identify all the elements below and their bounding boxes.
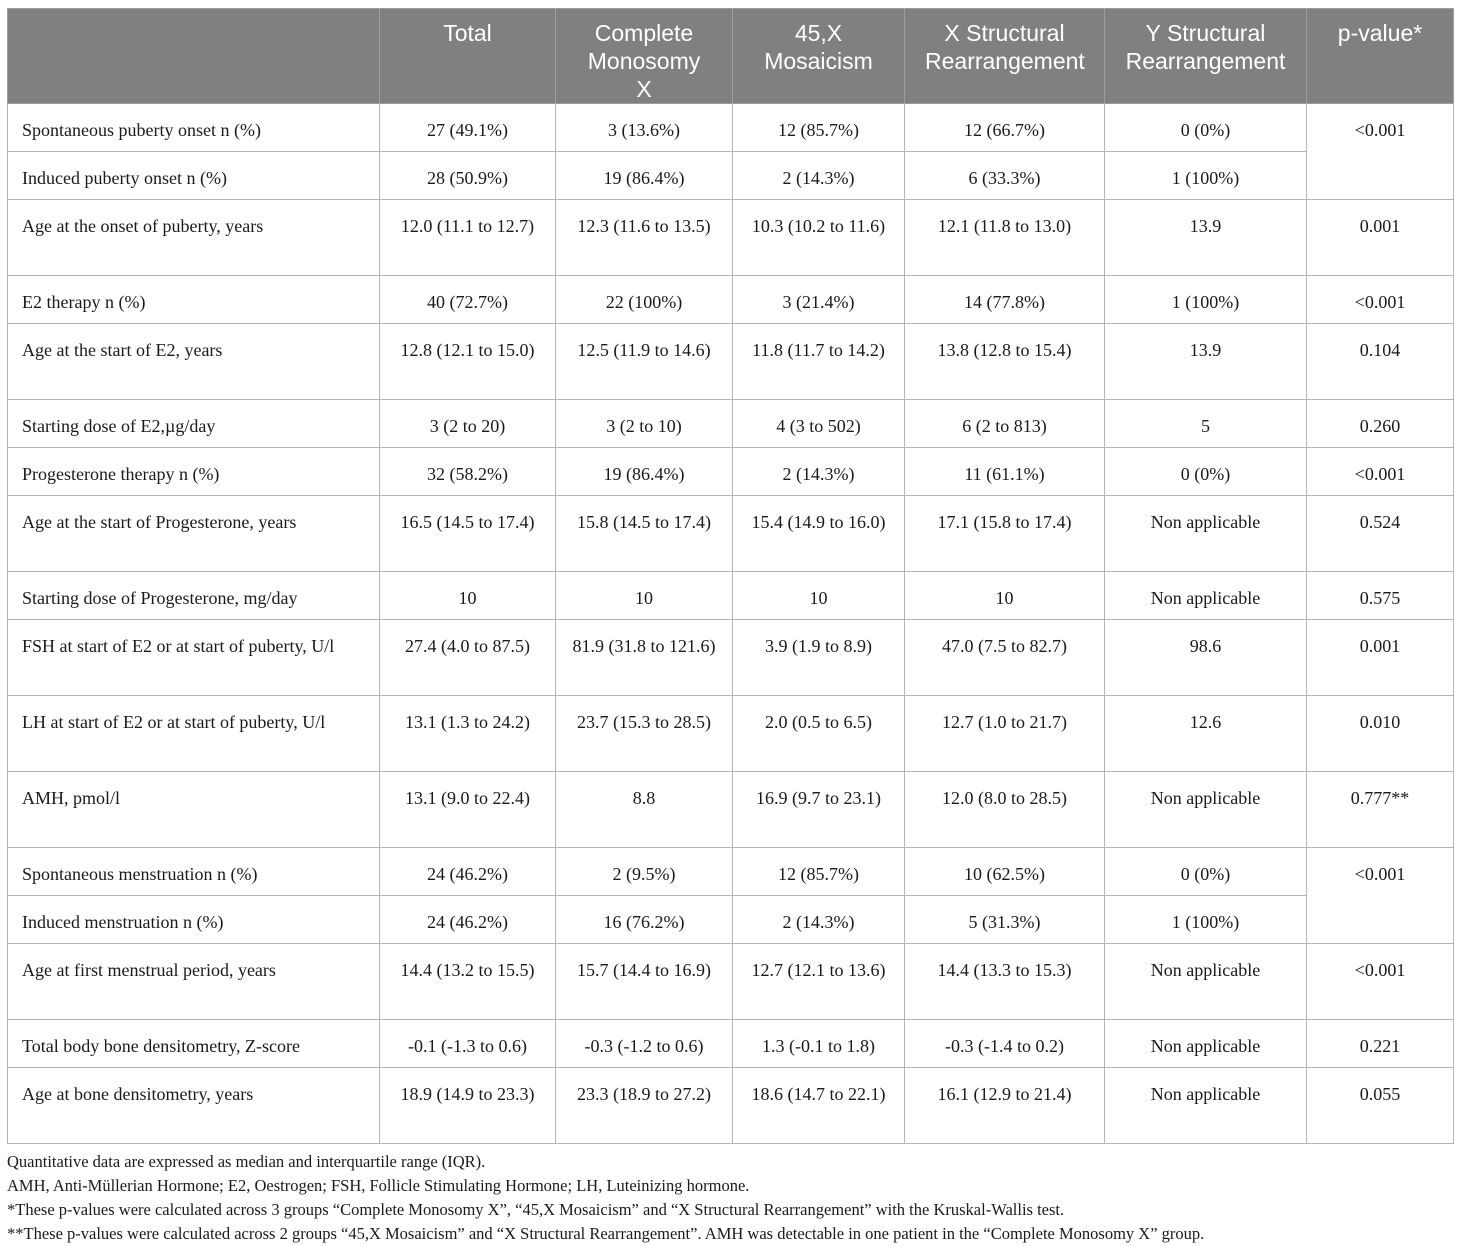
cell-p-value: 0.010 [1307, 696, 1454, 772]
cell-x-structural-rearrangement: 5 (31.3%) [905, 896, 1105, 944]
cell-x-structural-rearrangement: 10 [905, 572, 1105, 620]
row-label: Age at first menstrual period, years [8, 944, 380, 1020]
cell-complete-monosomy-x: 15.8 (14.5 to 17.4) [556, 496, 733, 572]
row-label: Age at bone densitometry, years [8, 1068, 380, 1144]
cell-complete-monosomy-x: 23.3 (18.9 to 27.2) [556, 1068, 733, 1144]
header-cell-p-value: p-value* [1307, 9, 1454, 104]
row-label: Progesterone therapy n (%) [8, 448, 380, 496]
cell-45x-mosaicism: 15.4 (14.9 to 16.0) [733, 496, 905, 572]
cell-45x-mosaicism: 2.0 (0.5 to 6.5) [733, 696, 905, 772]
cell-x-structural-rearrangement: 12.7 (1.0 to 21.7) [905, 696, 1105, 772]
cell-complete-monosomy-x: 16 (76.2%) [556, 896, 733, 944]
cell-complete-monosomy-x: 19 (86.4%) [556, 152, 733, 200]
table-row [8, 448, 1454, 496]
cell-p-value: <0.001 [1307, 276, 1454, 324]
row-label: Spontaneous puberty onset n (%) [8, 104, 380, 152]
cell-45x-mosaicism: 18.6 (14.7 to 22.1) [733, 1068, 905, 1144]
cell-total: 32 (58.2%) [380, 448, 556, 496]
cell-p-value: <0.001 [1307, 104, 1454, 200]
cell-45x-mosaicism: 3.9 (1.9 to 8.9) [733, 620, 905, 696]
table-row [8, 620, 1454, 696]
cell-45x-mosaicism: 1.3 (-0.1 to 1.8) [733, 1020, 905, 1068]
cell-total: 27 (49.1%) [380, 104, 556, 152]
table-row [8, 896, 1454, 944]
cell-45x-mosaicism: 12.7 (12.1 to 13.6) [733, 944, 905, 1020]
table-row [8, 696, 1454, 772]
cell-complete-monosomy-x: 12.5 (11.9 to 14.6) [556, 324, 733, 400]
cell-total: 13.1 (1.3 to 24.2) [380, 696, 556, 772]
table-row [8, 200, 1454, 276]
cell-p-value: <0.001 [1307, 448, 1454, 496]
cell-x-structural-rearrangement: 14.4 (13.3 to 15.3) [905, 944, 1105, 1020]
cell-45x-mosaicism: 2 (14.3%) [733, 896, 905, 944]
cell-y-structural-rearrangement: 0 (0%) [1105, 448, 1307, 496]
cell-x-structural-rearrangement: 13.8 (12.8 to 15.4) [905, 324, 1105, 400]
cell-total: 10 [380, 572, 556, 620]
cell-x-structural-rearrangement: 12.0 (8.0 to 28.5) [905, 772, 1105, 848]
cell-p-value: 0.524 [1307, 496, 1454, 572]
header-cell-variable [8, 9, 380, 104]
cell-complete-monosomy-x: 19 (86.4%) [556, 448, 733, 496]
cell-y-structural-rearrangement: 12.6 [1105, 696, 1307, 772]
cell-complete-monosomy-x: 10 [556, 572, 733, 620]
cell-p-value: 0.777** [1307, 772, 1454, 848]
row-label: Age at the start of Progesterone, years [8, 496, 380, 572]
header-cell-45x-mosaicism: 45,X Mosaicism [733, 9, 905, 104]
cell-complete-monosomy-x: 12.3 (11.6 to 13.5) [556, 200, 733, 276]
footnote-p-value-kruskal-wallis: *These p-values were calculated across 3 groups “Complete Monosomy X”, “45,X Mosaicism” and “X Structural Rearrangement” with the Kruskal-Wallis test. [7, 1200, 1065, 1219]
cell-x-structural-rearrangement: 11 (61.1%) [905, 448, 1105, 496]
cell-complete-monosomy-x: 3 (13.6%) [556, 104, 733, 152]
row-label: Age at the onset of puberty, years [8, 200, 380, 276]
row-label: Spontaneous menstruation n (%) [8, 848, 380, 896]
cell-y-structural-rearrangement: 1 (100%) [1105, 152, 1307, 200]
table-row [8, 152, 1454, 200]
cell-x-structural-rearrangement: 6 (2 to 813) [905, 400, 1105, 448]
cell-total: 12.8 (12.1 to 15.0) [380, 324, 556, 400]
cell-total: 24 (46.2%) [380, 848, 556, 896]
cell-x-structural-rearrangement: 47.0 (7.5 to 82.7) [905, 620, 1105, 696]
cell-p-value: <0.001 [1307, 944, 1454, 1020]
cell-y-structural-rearrangement: 13.9 [1105, 324, 1307, 400]
row-label: AMH, pmol/l [8, 772, 380, 848]
cell-y-structural-rearrangement: 5 [1105, 400, 1307, 448]
cell-complete-monosomy-x: 8.8 [556, 772, 733, 848]
cell-total: -0.1 (-1.3 to 0.6) [380, 1020, 556, 1068]
cell-complete-monosomy-x: 23.7 (15.3 to 28.5) [556, 696, 733, 772]
cell-45x-mosaicism: 2 (14.3%) [733, 152, 905, 200]
table-row [8, 104, 1454, 152]
cell-p-value: 0.260 [1307, 400, 1454, 448]
row-label: Total body bone densitometry, Z-score [8, 1020, 380, 1068]
cell-45x-mosaicism: 3 (21.4%) [733, 276, 905, 324]
cell-x-structural-rearrangement: 12.1 (11.8 to 13.0) [905, 200, 1105, 276]
table-row [8, 944, 1454, 1020]
cell-x-structural-rearrangement: 14 (77.8%) [905, 276, 1105, 324]
cell-x-structural-rearrangement: 6 (33.3%) [905, 152, 1105, 200]
cell-p-value: <0.001 [1307, 848, 1454, 944]
cell-total: 28 (50.9%) [380, 152, 556, 200]
row-label: E2 therapy n (%) [8, 276, 380, 324]
header-cell-y-structural-rearrangement: Y Structural Rearrangement [1105, 9, 1307, 104]
table-row [8, 496, 1454, 572]
cell-y-structural-rearrangement: Non applicable [1105, 572, 1307, 620]
cell-complete-monosomy-x: 3 (2 to 10) [556, 400, 733, 448]
row-label: FSH at start of E2 or at start of puberty, U/l [8, 620, 380, 696]
row-label: Starting dose of E2,µg/day [8, 400, 380, 448]
cell-y-structural-rearrangement: Non applicable [1105, 1068, 1307, 1144]
cell-total: 13.1 (9.0 to 22.4) [380, 772, 556, 848]
cell-x-structural-rearrangement: 12 (66.7%) [905, 104, 1105, 152]
cell-x-structural-rearrangement: 17.1 (15.8 to 17.4) [905, 496, 1105, 572]
header-cell-total: Total [380, 9, 556, 104]
cell-45x-mosaicism: 16.9 (9.7 to 23.1) [733, 772, 905, 848]
footnote-iqr: Quantitative data are expressed as median and interquartile range (IQR). [7, 1152, 486, 1171]
cell-total: 12.0 (11.1 to 12.7) [380, 200, 556, 276]
cell-complete-monosomy-x: 2 (9.5%) [556, 848, 733, 896]
footnote-p-value-two-groups: **These p-values were calculated across 2 groups “45,X Mosaicism” and “X Structural Rearrangement”. AMH was detectable in one patient in the “Complete Monosomy X” group. [7, 1224, 1205, 1243]
cell-p-value: 0.001 [1307, 620, 1454, 696]
cell-y-structural-rearrangement: 1 (100%) [1105, 276, 1307, 324]
document [7, 8, 1453, 1246]
cell-45x-mosaicism: 4 (3 to 502) [733, 400, 905, 448]
table-row [8, 772, 1454, 848]
cell-x-structural-rearrangement: 16.1 (12.9 to 21.4) [905, 1068, 1105, 1144]
cell-total: 3 (2 to 20) [380, 400, 556, 448]
cell-y-structural-rearrangement: Non applicable [1105, 772, 1307, 848]
cell-p-value: 0.575 [1307, 572, 1454, 620]
cell-total: 24 (46.2%) [380, 896, 556, 944]
table-row [8, 1020, 1454, 1068]
row-label: Induced puberty onset n (%) [8, 152, 380, 200]
table-header-row [8, 9, 1454, 104]
cell-total: 16.5 (14.5 to 17.4) [380, 496, 556, 572]
footnote-abbreviations: AMH, Anti-Müllerian Hormone; E2, Oestrogen; FSH, Follicle Stimulating Hormone; LH, Luteinizing hormone. [7, 1176, 750, 1195]
row-label: Starting dose of Progesterone, mg/day [8, 572, 380, 620]
header-cell-x-structural-rearrangement: X Structural Rearrangement [905, 9, 1105, 104]
cell-45x-mosaicism: 2 (14.3%) [733, 448, 905, 496]
cell-total: 14.4 (13.2 to 15.5) [380, 944, 556, 1020]
cell-total: 18.9 (14.9 to 23.3) [380, 1068, 556, 1144]
cell-y-structural-rearrangement: Non applicable [1105, 1020, 1307, 1068]
table-footnotes [7, 1150, 1453, 1246]
table-row [8, 1068, 1454, 1144]
cell-45x-mosaicism: 11.8 (11.7 to 14.2) [733, 324, 905, 400]
cell-x-structural-rearrangement: 10 (62.5%) [905, 848, 1105, 896]
cell-x-structural-rearrangement: -0.3 (-1.4 to 0.2) [905, 1020, 1105, 1068]
cell-complete-monosomy-x: 81.9 (31.8 to 121.6) [556, 620, 733, 696]
cell-total: 27.4 (4.0 to 87.5) [380, 620, 556, 696]
cell-p-value: 0.221 [1307, 1020, 1454, 1068]
table-row [8, 848, 1454, 896]
row-label: Age at the start of E2, years [8, 324, 380, 400]
table-row [8, 572, 1454, 620]
cell-45x-mosaicism: 10.3 (10.2 to 11.6) [733, 200, 905, 276]
cell-y-structural-rearrangement: Non applicable [1105, 496, 1307, 572]
row-label: Induced menstruation n (%) [8, 896, 380, 944]
cell-p-value: 0.001 [1307, 200, 1454, 276]
row-label: LH at start of E2 or at start of puberty, U/l [8, 696, 380, 772]
cell-45x-mosaicism: 12 (85.7%) [733, 104, 905, 152]
cell-y-structural-rearrangement: 0 (0%) [1105, 848, 1307, 896]
cell-y-structural-rearrangement: 0 (0%) [1105, 104, 1307, 152]
cell-y-structural-rearrangement: 1 (100%) [1105, 896, 1307, 944]
cell-45x-mosaicism: 10 [733, 572, 905, 620]
cell-y-structural-rearrangement: 13.9 [1105, 200, 1307, 276]
cell-total: 40 (72.7%) [380, 276, 556, 324]
cell-45x-mosaicism: 12 (85.7%) [733, 848, 905, 896]
cell-y-structural-rearrangement: Non applicable [1105, 944, 1307, 1020]
cell-y-structural-rearrangement: 98.6 [1105, 620, 1307, 696]
cell-complete-monosomy-x: 22 (100%) [556, 276, 733, 324]
cell-p-value: 0.104 [1307, 324, 1454, 400]
cell-complete-monosomy-x: -0.3 (-1.2 to 0.6) [556, 1020, 733, 1068]
table-row [8, 324, 1454, 400]
cell-p-value: 0.055 [1307, 1068, 1454, 1144]
header-cell-complete-monosomy-x: Complete Monosomy X [556, 9, 733, 104]
table-row [8, 276, 1454, 324]
results-table [7, 8, 1454, 1144]
cell-complete-monosomy-x: 15.7 (14.4 to 16.9) [556, 944, 733, 1020]
table-row [8, 400, 1454, 448]
